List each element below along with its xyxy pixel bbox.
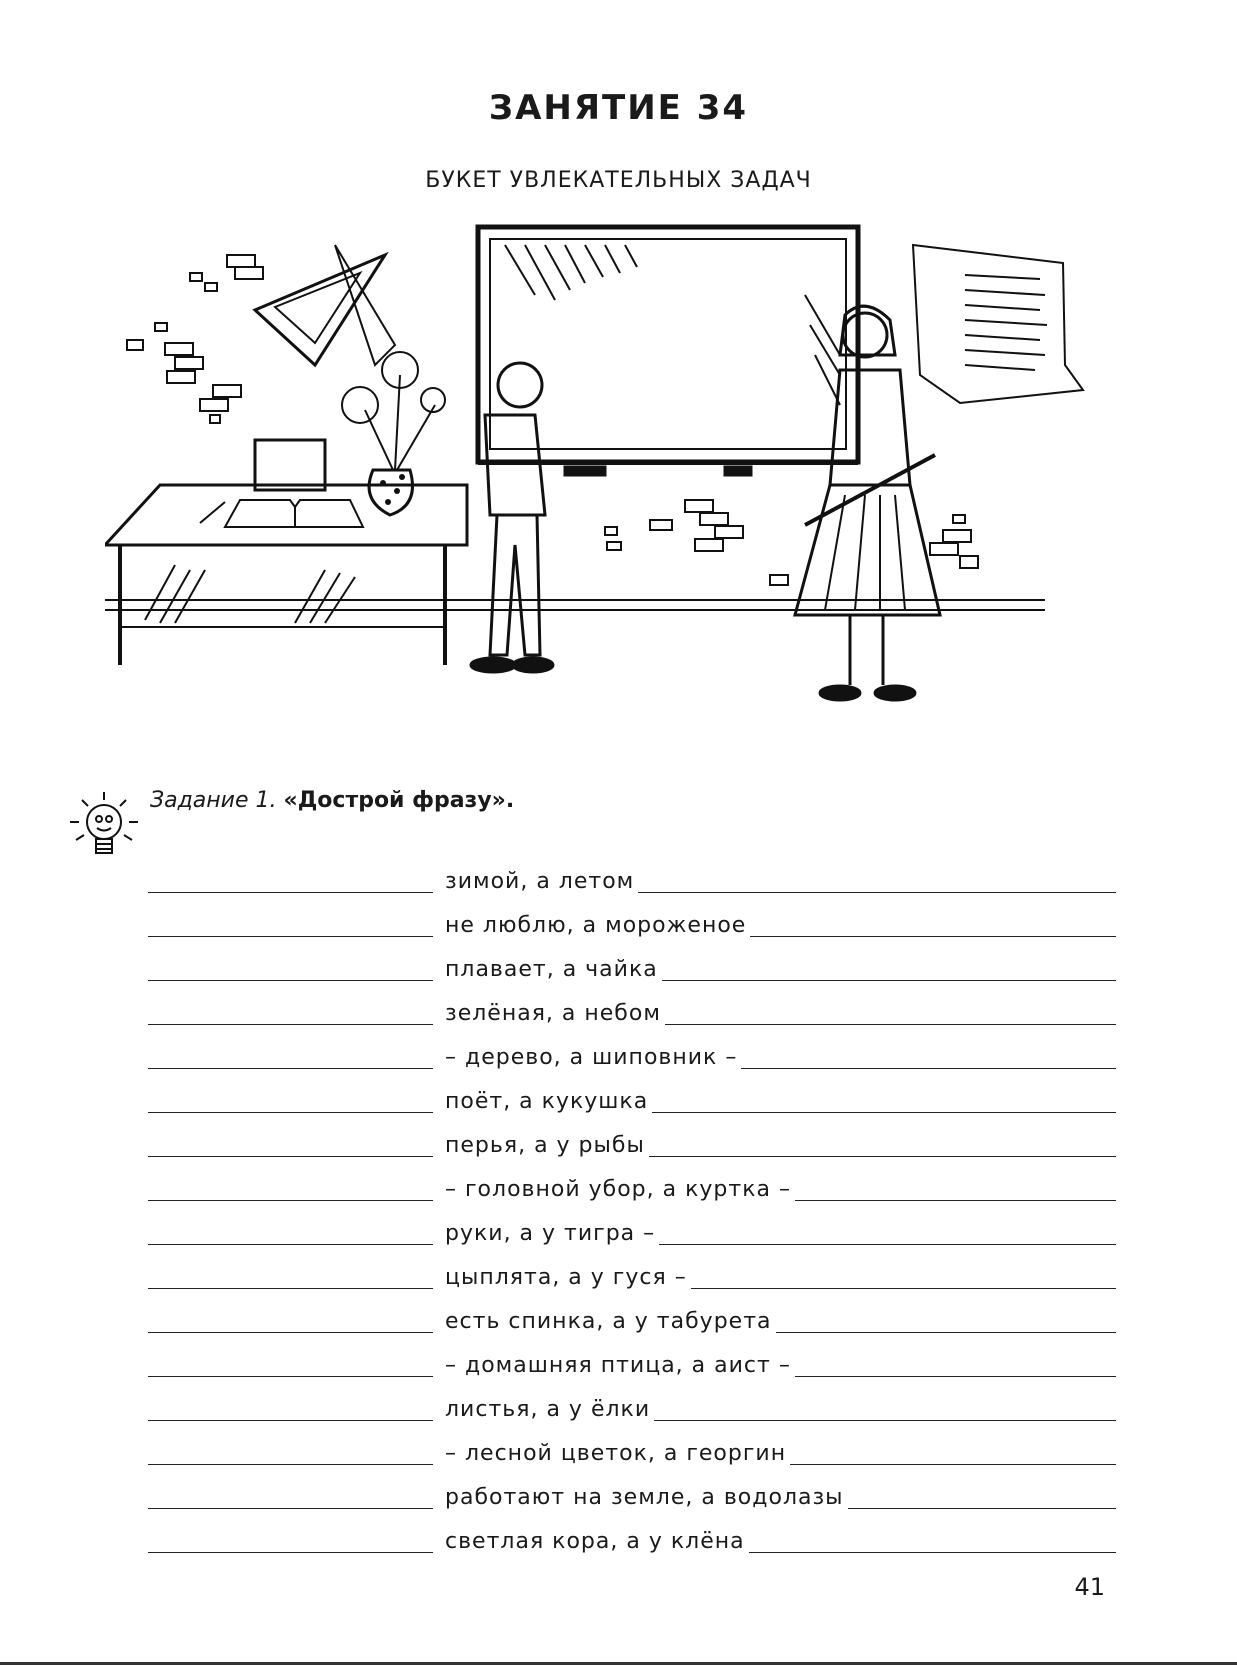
phrase-row [148,1031,1116,1075]
phrase-row [148,1515,1116,1559]
answer-blank-right[interactable] [848,1478,1116,1509]
answer-blank-right[interactable] [665,994,1116,1025]
wall-poster [913,245,1083,403]
light-bulb-icon [64,788,144,868]
task-header [150,788,514,813]
answer-blank-left[interactable] [148,1434,433,1465]
answer-blank-right[interactable] [795,1170,1116,1201]
phrase-row [148,1471,1116,1515]
phrase-text: листья, а у ёлки [445,1397,651,1422]
phrase-text: зелёная, а небом [445,1001,661,1026]
triangle-ruler [255,255,385,365]
answer-blank-left[interactable] [148,1478,433,1509]
answer-blank-right[interactable] [652,1082,1116,1113]
page-subtitle: БУКЕТ УВЛЕКАТЕЛЬНЫХ ЗАДАЧ [425,168,812,193]
page-number: 41 [1074,1573,1105,1601]
answer-blank-right[interactable] [790,1434,1116,1465]
answer-blank-right[interactable] [654,1390,1116,1421]
phrase-row [148,987,1116,1031]
answer-blank-right[interactable] [691,1258,1116,1289]
phrase-row [148,1119,1116,1163]
answer-blank-left[interactable] [148,1038,433,1069]
phrase-row [148,1075,1116,1119]
answer-blank-right[interactable] [749,1522,1116,1553]
phrase-text: – головной убор, а куртка – [445,1177,791,1202]
answer-blank-left[interactable] [148,1302,433,1333]
page-title: ЗАНЯТИЕ 34 [488,88,749,128]
answer-blank-left[interactable] [148,906,433,937]
task-name: «Дострой фразу». [283,788,515,813]
phrase-text: перья, а у рыбы [445,1133,645,1158]
phrase-text: есть спинка, а у табурета [445,1309,772,1334]
phrase-row [148,1383,1116,1427]
answer-blank-right[interactable] [638,862,1116,893]
answer-blank-left[interactable] [148,1126,433,1157]
bottom-rule [0,1662,1237,1665]
answer-blank-right[interactable] [750,906,1116,937]
phrase-row [148,1163,1116,1207]
answer-blank-right[interactable] [741,1038,1116,1069]
phrase-text: – лесной цветок, а георгин [445,1441,787,1466]
phrase-text: руки, а у тигра – [445,1221,656,1246]
answer-blank-right[interactable] [662,950,1116,981]
phrase-row [148,1339,1116,1383]
answer-blank-left[interactable] [148,1346,433,1377]
phrase-text: работают на земле, а водолазы [445,1485,844,1510]
answer-blank-right[interactable] [659,1214,1116,1245]
phrase-row [148,1251,1116,1295]
answer-blank-left[interactable] [148,950,433,981]
phrase-text: плавает, а чайка [445,957,658,982]
phrase-text: не люблю, а мороженое [445,913,747,938]
phrase-text: – домашняя птица, а аист – [445,1353,791,1378]
answer-blank-left[interactable] [148,1170,433,1201]
answer-blank-left[interactable] [148,1082,433,1113]
phrase-row [148,943,1116,987]
answer-blank-right[interactable] [795,1346,1116,1377]
answer-blank-left[interactable] [148,1390,433,1421]
phrase-text: поёт, а кукушка [445,1089,649,1114]
flower-vase [369,470,412,515]
phrase-row [148,1207,1116,1251]
boy [498,363,542,407]
phrase-row [148,1427,1116,1471]
answer-blank-left[interactable] [148,862,433,893]
phrase-row [148,899,1116,943]
answer-blank-right[interactable] [776,1302,1117,1333]
teacher [843,313,887,357]
answer-blank-left[interactable] [148,1522,433,1553]
phrase-text: – дерево, а шиповник – [445,1045,738,1070]
phrase-text: светлая кора, а у клёна [445,1529,745,1554]
phrase-text: цыплята, а у гуся – [445,1265,687,1290]
phrase-row [148,855,1116,899]
classroom-illustration [105,215,1105,755]
phrase-row [148,1295,1116,1339]
answer-blank-left[interactable] [148,1258,433,1289]
answer-blank-left[interactable] [148,1214,433,1245]
task-label: Задание 1. [150,788,277,813]
answer-blank-right[interactable] [649,1126,1116,1157]
phrase-text: зимой, а летом [445,869,635,894]
answer-blank-left[interactable] [148,994,433,1025]
